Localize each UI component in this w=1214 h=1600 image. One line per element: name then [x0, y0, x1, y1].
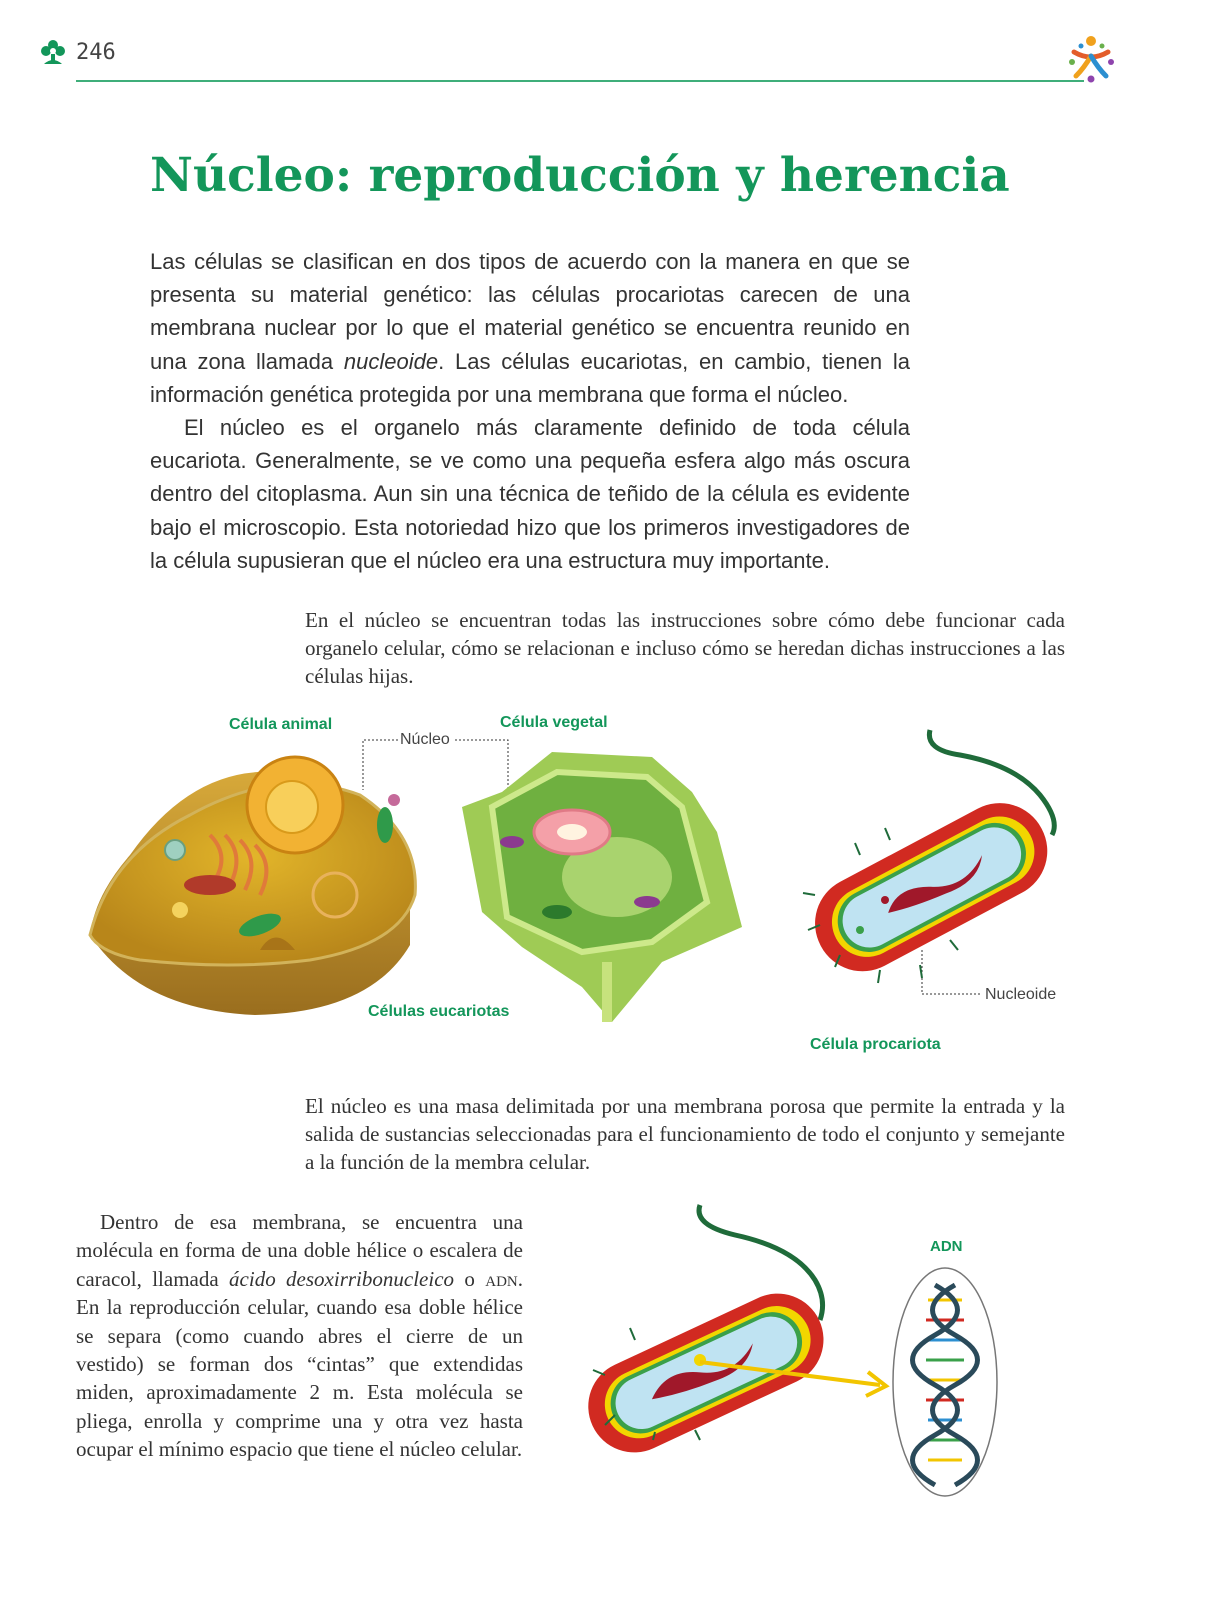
caption-nuclear-membrane: El núcleo es una masa delimitada por una membrana porosa que permite la entrada y la salida de sustancias seleccionadas para el funcionamiento de todo el conjunto y semejante a la función de la membra celular. — [305, 1094, 1065, 1174]
label-prokaryotic-cell: Célula procariota — [810, 1036, 941, 1053]
adn-acronym: adn — [485, 1266, 518, 1291]
label-plant-cell: Célula vegetal — [500, 714, 608, 731]
label-eukaryotic-cells: Células eucariotas — [368, 1003, 510, 1020]
dna-body-text: Dentro de esa membrana, se encuentra una molécula en forma de una doble hélice o escalera de caracol, llamada ácido desoxirribonucleico o adn. En la reproducción celular, cuando esa doble hélice se separa (como cuando abres el cierre de un vestido) se forman dos “cintas” que extendidas miden, aproximadamente 2 m. Esta molécula se pliega, enrolla y comprime una y otra vez hasta ocupar el mínimo espacio que tiene el núcleo celular. — [76, 1210, 523, 1462]
page-title: Núcleo: reproducción y herencia — [150, 148, 1010, 203]
caption-nucleus-instructions: En el núcleo se encuentran todas las instrucciones sobre cómo debe funcionar cada organelo celular, cómo se relacionan e incluso cómo se heredan dichas instrucciones a las células hijas. — [305, 608, 1065, 688]
label-nucleus: Núcleo — [400, 731, 450, 748]
intro-paragraph-1: Las células se clasifican en dos tipos de acuerdo con la manera en que se presenta su material genético: las células procariotas carecen de una membrana nuclear por lo que el material genético se encuentra reunido en una zona llamada nucleoide. Las células eucariotas, en cambio, tienen la información genética protegida por una membrana que forma el núcleo. — [150, 249, 910, 407]
page-number: 246 — [76, 40, 116, 65]
label-animal-cell: Célula animal — [229, 716, 333, 733]
dna-helix-illustration — [890, 1260, 1000, 1500]
label-nucleoid: Nucleoide — [985, 986, 1057, 1003]
label-dna: ADN — [930, 1238, 963, 1255]
nucleoide-term: nucleoide — [343, 348, 439, 374]
intro-paragraph-2: El núcleo es el organelo más claramente definido de toda célula eucariota. Generalmente, se ve como una pequeña esfera algo más oscura dentro del citoplasma. Aun sin una técnica de teñido de la célula es evidente bajo el microscopio. Esta notoriedad hizo que los primeros investigadores de la célula supusieran que el núcleo era una estructura muy importante. — [150, 415, 910, 573]
adn-full-term: ácido desoxirribonucleico — [229, 1266, 455, 1291]
